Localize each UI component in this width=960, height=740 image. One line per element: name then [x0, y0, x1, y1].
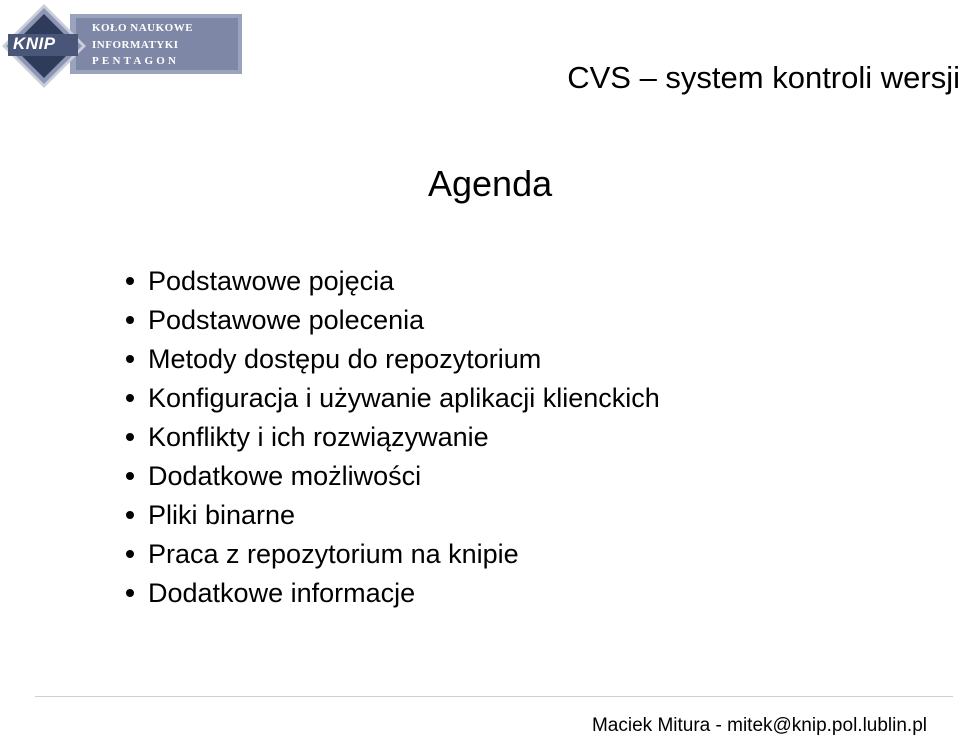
agenda-item [126, 379, 660, 418]
agenda-item [126, 457, 660, 496]
agenda-item-text: Pliki binarne [148, 500, 296, 530]
agenda-item [126, 340, 660, 379]
logo-line-2: INFORMATYKI [92, 39, 179, 51]
agenda-item-text: Praca z repozytorium na knipie [148, 539, 519, 569]
bullet-icon [126, 355, 134, 363]
bullet-icon [126, 472, 134, 480]
agenda-item [126, 535, 660, 574]
bullet-icon [126, 589, 134, 597]
agenda-item-text: Dodatkowe informacje [148, 578, 416, 608]
agenda-item-text: Konfiguracja i używanie aplikacji klienckich [148, 383, 660, 413]
logo-mark-text: KNIP [13, 34, 56, 53]
agenda-item [126, 496, 660, 535]
agenda-item [126, 574, 660, 613]
bullet-icon [126, 277, 134, 285]
footer-author: Maciek Mitura - mitek@knip.pol.lublin.pl [591, 715, 927, 736]
footer-divider [35, 696, 953, 697]
agenda-item-text: Metody dostępu do repozytorium [148, 344, 542, 374]
agenda-item [126, 301, 660, 340]
agenda-item-text: Podstawowe polecenia [148, 305, 425, 335]
agenda-item-text: Konflikty i ich rozwiązywanie [148, 422, 489, 452]
bullet-icon [126, 433, 134, 441]
bullet-icon [126, 511, 134, 519]
agenda-item-text: Dodatkowe możliwości [148, 461, 422, 491]
agenda-item [126, 262, 660, 301]
logo-line-1: KOŁO NAUKOWE [92, 22, 194, 34]
agenda-item-text: Podstawowe pojęcia [148, 266, 395, 296]
slide-title: Agenda [428, 163, 553, 204]
bullet-icon [126, 394, 134, 402]
presentation-title: CVS – system kontroli wersji [567, 60, 960, 95]
knip-logo [0, 0, 250, 92]
agenda-list [126, 262, 660, 613]
bullet-icon [126, 550, 134, 558]
bullet-icon [126, 316, 134, 324]
logo-line-3: PENTAGON [92, 55, 180, 67]
agenda-item [126, 418, 660, 457]
